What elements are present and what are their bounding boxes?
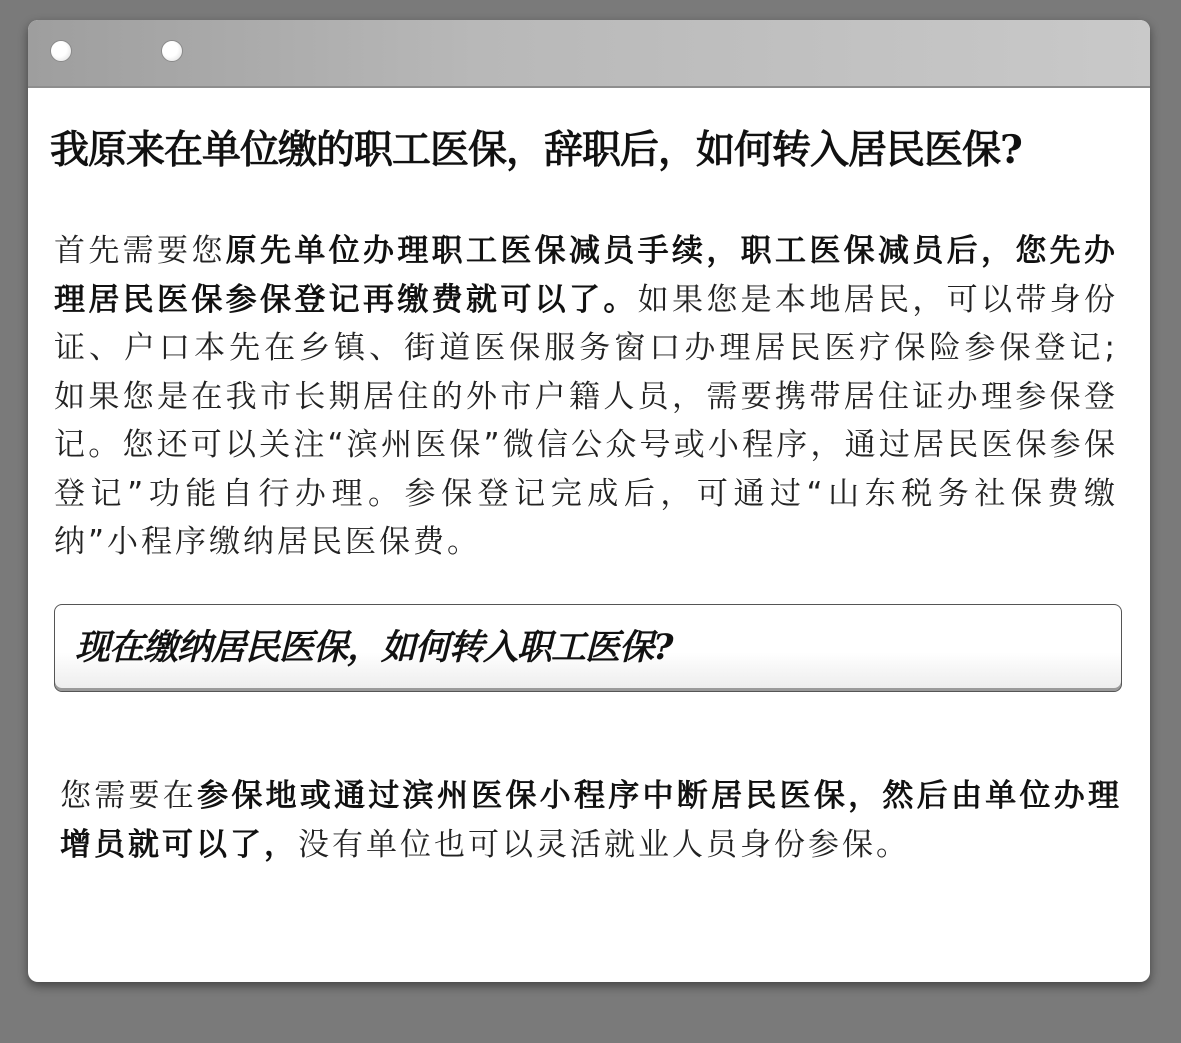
answer-2-text-detail: 没有单位也可以灵活就业人员身份参保。 bbox=[298, 826, 910, 863]
document-window bbox=[28, 20, 1150, 982]
answer-paragraph-2 bbox=[60, 772, 1122, 869]
window-control-dot-icon[interactable] bbox=[50, 40, 72, 62]
answer-1-text-emphasis: 原先单位办理职工医保减员手续，职工医保减员后，您先办理居民医保参保登记再缴费就可以了。 bbox=[54, 233, 1119, 318]
answer-1-text-detail: 如果您是本地居民，可以带身份证、户口本先在乡镇、街道医保服务窗口办理居民医疗保险参保登记;如果您是在我市长期居住的外市户籍人员，需要携带居住证办理参保登记。您还可以关注“滨州医保”微信公众号或小程序，通过居民医保参保登记”功能自行办理。参保登记完成后，可通过“山东税务社保费缴纳”小程序缴纳居民医保费。 bbox=[54, 281, 1119, 560]
answer-2-text-intro: 您需要在 bbox=[60, 778, 198, 814]
answer-1-text-intro: 首先需要您 bbox=[54, 233, 226, 269]
question-heading-1: 我原来在单位缴的职工医保，辞职后，如何转入居民医保? bbox=[50, 127, 1022, 173]
answer-paragraph-1 bbox=[54, 227, 1118, 567]
question-heading-2: 现在缴纳居民医保，如何转入职工医保? bbox=[75, 627, 673, 668]
question-2-box bbox=[54, 604, 1122, 692]
window-control-dot-icon[interactable] bbox=[161, 40, 183, 62]
answer-2-text-emphasis: 参保地或通过滨州医保小程序中断居民医保，然后由单位办理增员就可以了， bbox=[60, 778, 1123, 863]
window-titlebar bbox=[28, 20, 1150, 88]
